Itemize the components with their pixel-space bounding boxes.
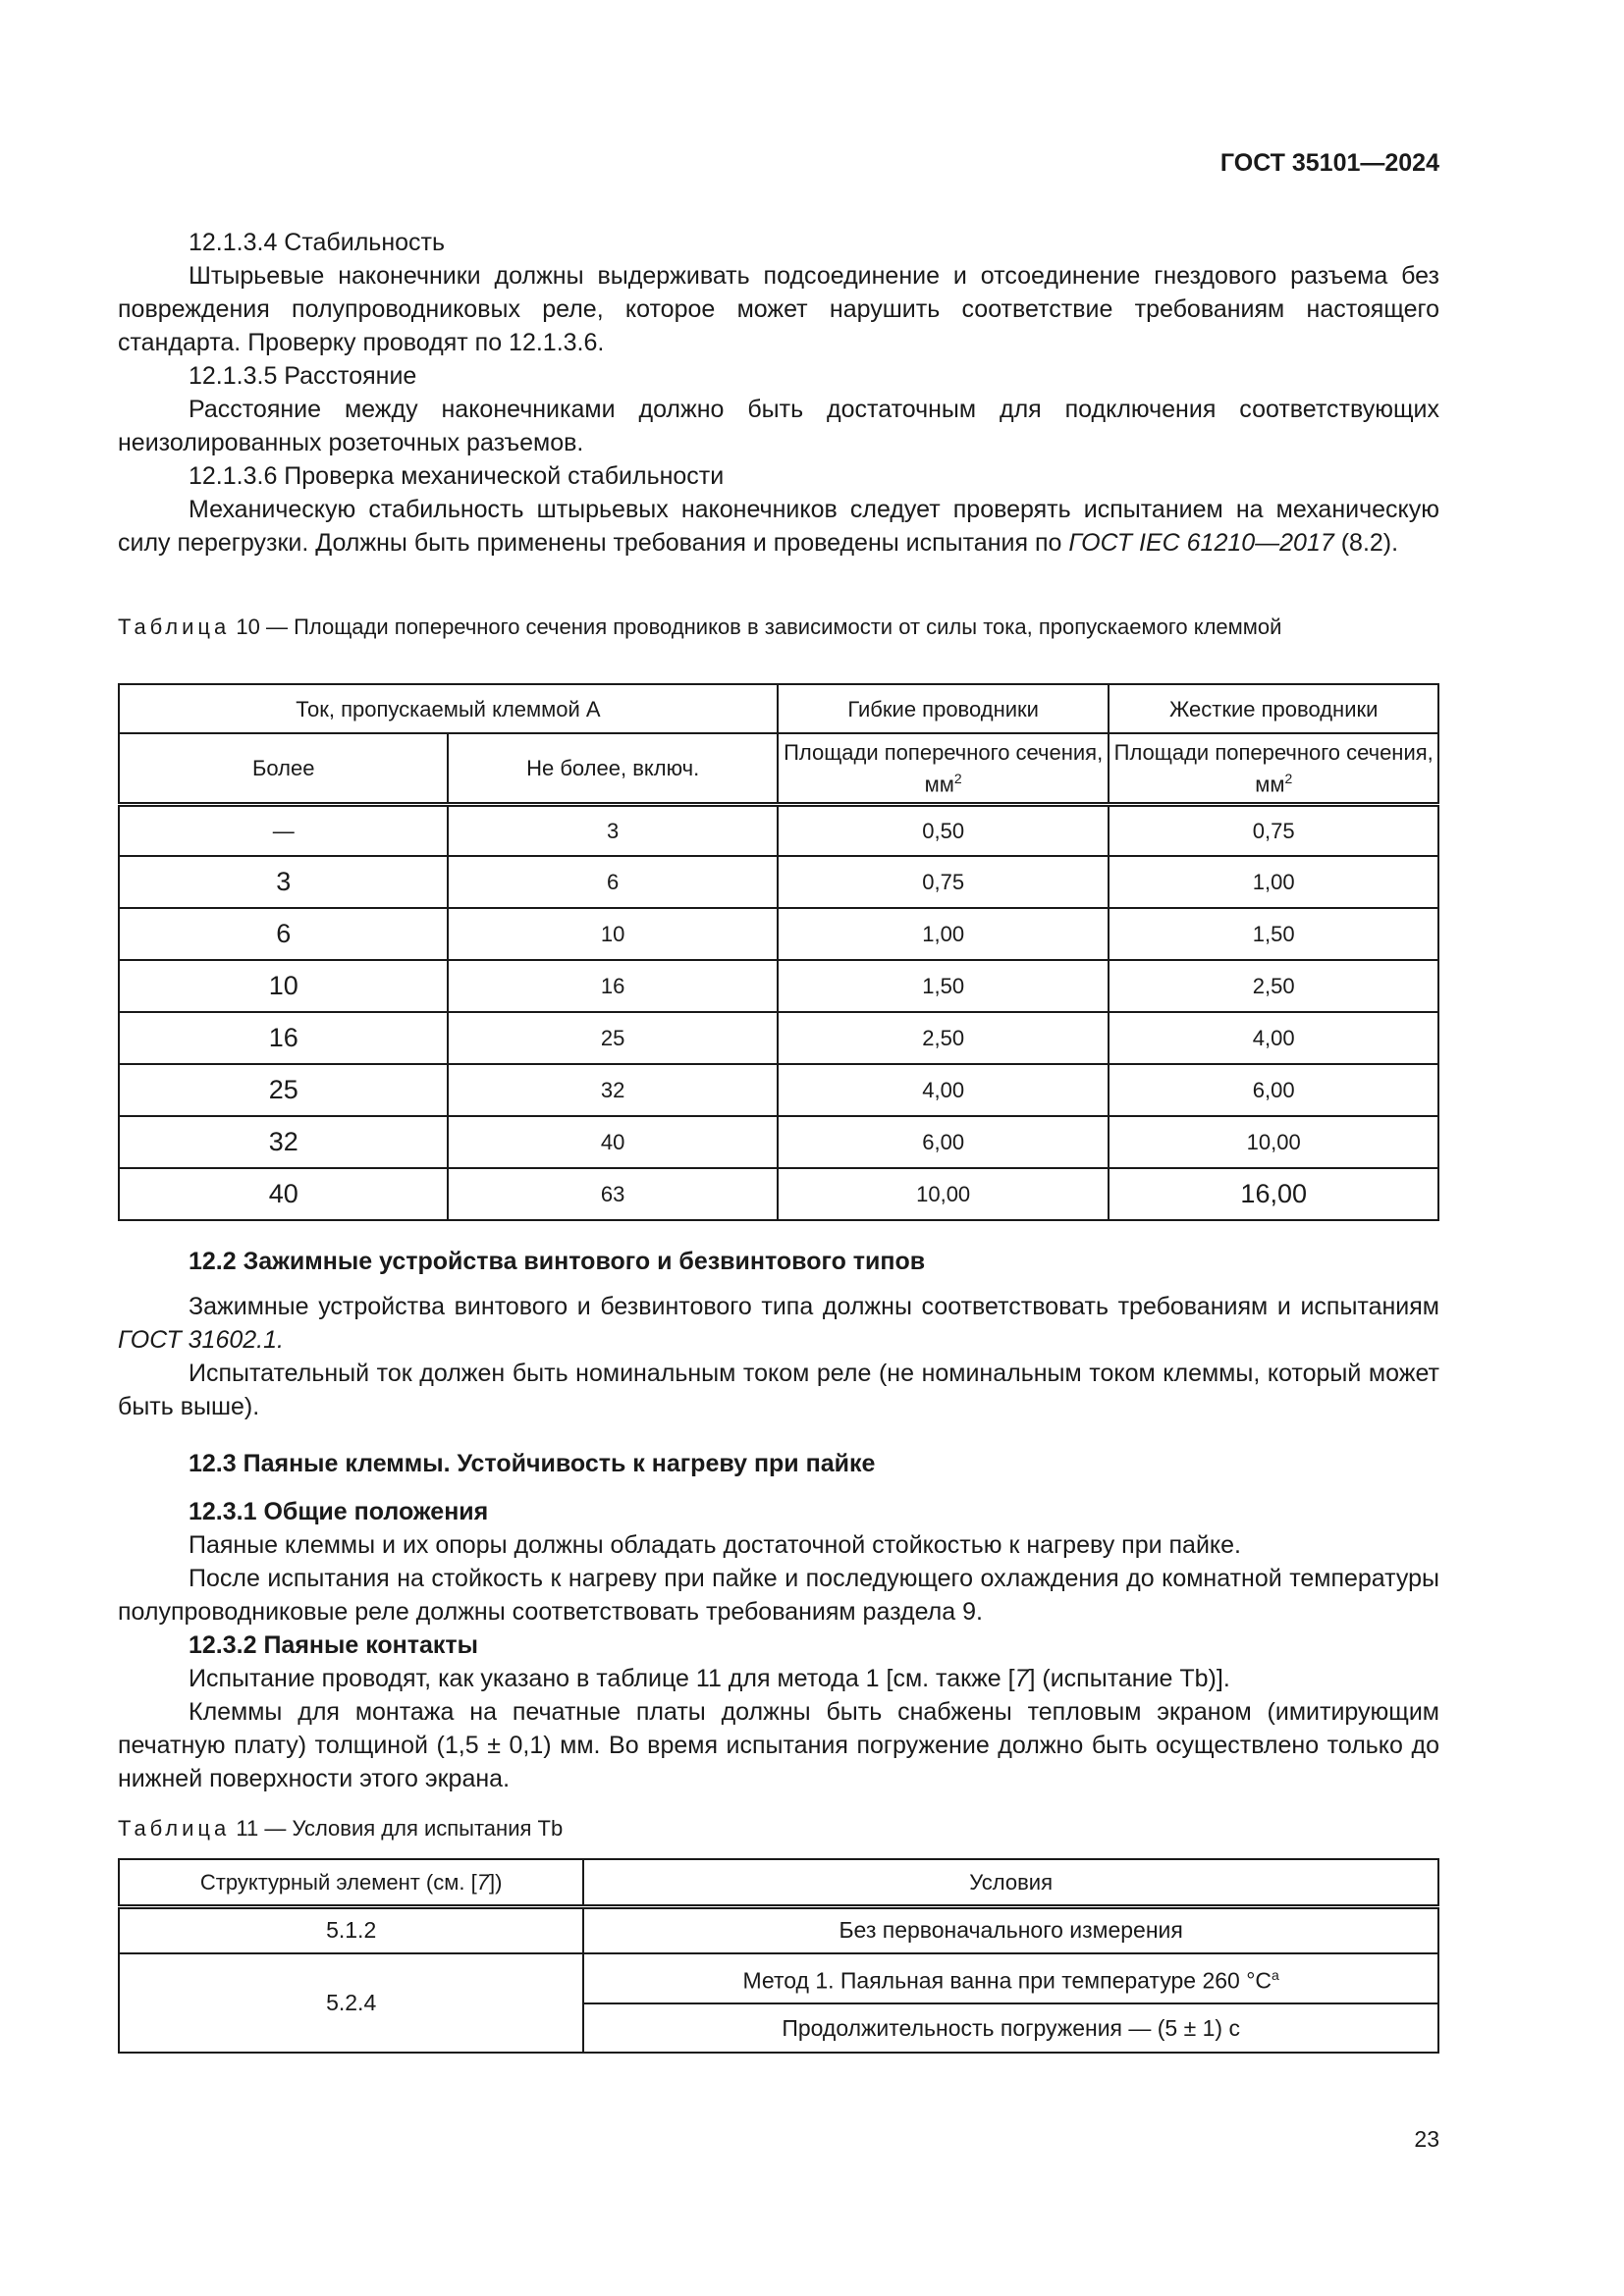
header-area-rigid: Площади поперечного сечения, $мм^2$ bbox=[1109, 733, 1438, 804]
table-cell: 10,00 bbox=[778, 1168, 1110, 1220]
table-cell: 3 bbox=[448, 804, 777, 856]
table-cell: 1,50 bbox=[1109, 908, 1438, 960]
table-cell: 0,50 bbox=[778, 804, 1110, 856]
table-row bbox=[119, 856, 1438, 908]
paragraph: Расстояние между наконечниками должно быть достаточным для подключения соответствующих неизолированных розеточных разъемов. bbox=[118, 396, 1439, 456]
heading-12-3-1: 12.3.1 Общие положения bbox=[189, 1498, 489, 1525]
table-cell: 10 bbox=[448, 908, 777, 960]
table-cell: 0,75 bbox=[1109, 804, 1438, 856]
table-cell: — bbox=[119, 804, 448, 856]
table-cell: 32 bbox=[119, 1116, 448, 1168]
table-row bbox=[119, 908, 1438, 960]
table-cell: 32 bbox=[448, 1064, 777, 1116]
table-cell: 1,00 bbox=[778, 908, 1110, 960]
heading-12-3: 12.3 Паяные клеммы. Устойчивость к нагреву при пайке bbox=[189, 1450, 876, 1477]
table-cell: 40 bbox=[119, 1168, 448, 1220]
table-cell: 16 bbox=[448, 960, 777, 1012]
table-cell: 63 bbox=[448, 1168, 777, 1220]
table-row bbox=[119, 1012, 1438, 1064]
table-cell: 1,50 bbox=[778, 960, 1110, 1012]
paragraph: Зажимные устройства винтового и безвинтового типа должны соответствовать требованиям и испытаниям ГОСТ 31602.1. bbox=[118, 1293, 1439, 1354]
cell-element: 5.1.2 bbox=[119, 1906, 583, 1953]
table-cell: 3 bbox=[119, 856, 448, 908]
standard-reference: ГОСТ IEC 61210—2017 bbox=[1068, 529, 1334, 557]
table-cell: 1,00 bbox=[1109, 856, 1438, 908]
table-row bbox=[119, 1168, 1438, 1220]
paragraph: Паяные клеммы и их опоры должны обладать достаточной стойкостью к нагреву при пайке. bbox=[189, 1531, 1241, 1559]
header-area-flex: Площади поперечного сечения, $мм^2$ bbox=[778, 733, 1110, 804]
cell-condition: Продолжительность погружения — (5 ± 1) с bbox=[583, 2003, 1438, 2053]
table-row bbox=[119, 1064, 1438, 1116]
header-current: Ток, пропускаемый клеммой А bbox=[119, 684, 778, 733]
table-cell: 10,00 bbox=[1109, 1116, 1438, 1168]
table-cell: 16 bbox=[119, 1012, 448, 1064]
table-cell: 6 bbox=[448, 856, 777, 908]
table-row bbox=[119, 1116, 1438, 1168]
cell-condition: Метод 1. Паяльная ванна при температуре 260 $^\circ C^a$ bbox=[583, 1953, 1438, 2003]
table-cell: 40 bbox=[448, 1116, 777, 1168]
heading-12-2: 12.2 Зажимные устройства винтового и безвинтового типов bbox=[189, 1248, 926, 1275]
table-cell: 10 bbox=[119, 960, 448, 1012]
section-12-2 bbox=[118, 1245, 1439, 1423]
table-10-caption: Таблица 10 — Площади поперечного сечения проводников в зависимости от силы тока, пропускаемого клеммой bbox=[118, 614, 1282, 639]
cell-element: 5.2.4 bbox=[119, 1953, 583, 2053]
section-12-3 bbox=[118, 1447, 1439, 1795]
page-number: 23 bbox=[1414, 2126, 1439, 2152]
header-structural-element: Структурный элемент (см. [7]) bbox=[119, 1859, 583, 1906]
table-cell: 25 bbox=[448, 1012, 777, 1064]
paragraph: Испытательный ток должен быть номинальным током реле (не номинальным током клеммы, который может быть выше). bbox=[118, 1360, 1439, 1420]
section-12-1-3 bbox=[118, 226, 1439, 560]
header-not-more: Не более, включ. bbox=[448, 733, 777, 804]
header-more: Более bbox=[119, 733, 448, 804]
header-flexible: Гибкие проводники bbox=[778, 684, 1110, 733]
header-conditions: Условия bbox=[583, 1859, 1438, 1906]
table-cell: 2,50 bbox=[778, 1012, 1110, 1064]
table-cell: 6 bbox=[119, 908, 448, 960]
table-row bbox=[119, 960, 1438, 1012]
document-id: ГОСТ 35101—2024 bbox=[1219, 149, 1439, 177]
table-cell: 6,00 bbox=[1109, 1064, 1438, 1116]
standard-reference: ГОСТ 31602.1. bbox=[118, 1326, 284, 1354]
header-rigid: Жесткие проводники bbox=[1109, 684, 1438, 733]
table-cell: 6,00 bbox=[778, 1116, 1110, 1168]
table-10 bbox=[118, 683, 1439, 1221]
table-cell: 16,00 bbox=[1109, 1168, 1438, 1220]
paragraph: Механическую стабильность штырьевых наконечников следует проверять испытанием на механическую силу перегрузки. Должны быть применены требования и проведены испытания по ГОСТ IEC 61210—2017 (8.2). bbox=[118, 496, 1439, 557]
heading-12-3-2: 12.3.2 Паяные контакты bbox=[189, 1631, 479, 1659]
paragraph: Штырьевые наконечники должны выдерживать подсоединение и отсоединение гнездового разъема без повреждения полупроводниковых реле, которое может нарушить соответствие требованиям настоящего стандарта. Проверку проводят по 12.1.3.6. bbox=[118, 262, 1439, 356]
paragraph: Клеммы для монтажа на печатные платы должны быть снабжены тепловым экраном (имитирующим печатную плату) толщиной (1,5 ± 0,1) мм. Во время испытания погружение должно быть осуществлено только до нижней поверхности этого экрана. bbox=[118, 1698, 1439, 1792]
heading-12-1-3-4: 12.1.3.4 Стабильность bbox=[189, 229, 446, 256]
heading-12-1-3-5: 12.1.3.5 Расстояние bbox=[189, 362, 417, 390]
table-cell: 0,75 bbox=[778, 856, 1110, 908]
table-row bbox=[119, 804, 1438, 856]
cell-condition: Без первоначального измерения bbox=[583, 1906, 1438, 1953]
heading-12-1-3-6: 12.1.3.6 Проверка механической стабильности bbox=[189, 462, 725, 490]
table-11 bbox=[118, 1858, 1439, 2054]
paragraph: Испытание проводят, как указано в таблице 11 для метода 1 [см. также [7] (испытание Tb)]. bbox=[189, 1665, 1230, 1692]
table-cell: 4,00 bbox=[1109, 1012, 1438, 1064]
table-cell: 4,00 bbox=[778, 1064, 1110, 1116]
table-cell: 2,50 bbox=[1109, 960, 1438, 1012]
table-11-caption: Таблица 11 — Условия для испытания Tb bbox=[118, 1816, 564, 1841]
paragraph: После испытания на стойкость к нагреву при пайке и последующего охлаждения до комнатной температуры полупроводниковые реле должны соответствовать требованиям раздела 9. bbox=[118, 1565, 1439, 1626]
table-cell: 25 bbox=[119, 1064, 448, 1116]
